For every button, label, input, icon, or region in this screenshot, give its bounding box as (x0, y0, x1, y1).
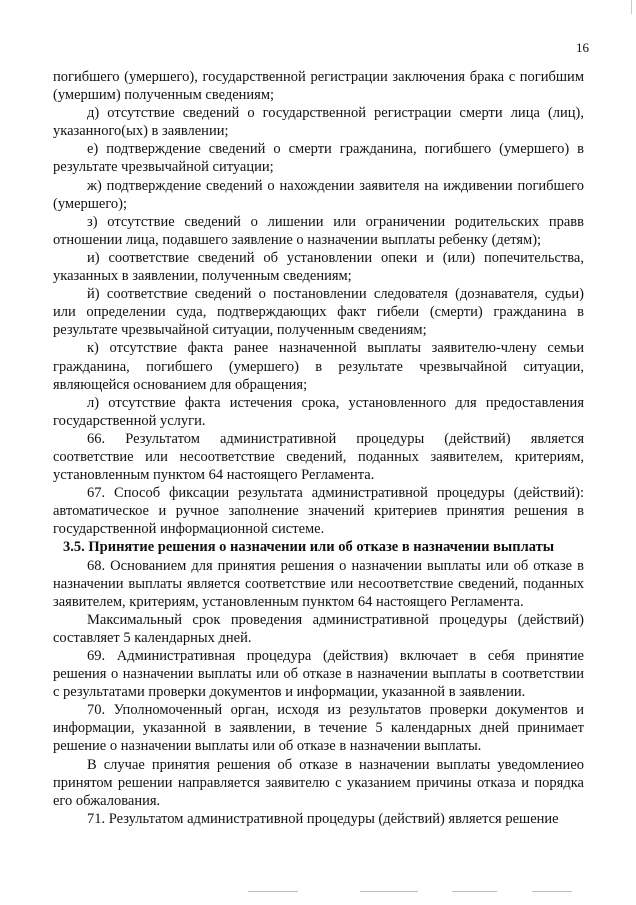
item-zh: ж) подтверждение сведений о нахождении заявителя на иждивении погибшего (умершего); (53, 177, 584, 212)
item-d: д) отсутствие сведений о государственной регистрации смерти лица (лиц), указанного(ых) в заявлении; (53, 105, 584, 140)
section-heading-3-5: 3.5. Принятие решения о назначении или об отказе в назначении выплаты (63, 539, 555, 556)
item-i: и) соответствие сведений об установлении опеки и (или) попечительства, указанных в заявлении, полученным сведениям; (53, 249, 584, 285)
item-e: е) подтверждение сведений о смерти гражданина, погибшего (умершего) в результате чрезвычайной ситуации; (53, 141, 584, 176)
paragraph-continuation: погибшего (умершего), государственной регистрации заключения брака с погибшим (умершим) полученным сведениям; (53, 69, 584, 104)
clause-68-term: Максимальный срок проведения административной процедуры (действий) составляет 5 календарных дней. (53, 611, 584, 646)
item-i-short: й) соответствие сведений о постановлении следователя (дознавателя, судьи) или определении суда, подтверждающих факт гибели (смерти) гражданина в результате чрезвычайной ситуации, полученным сведениям; (53, 286, 584, 339)
clause-70: 70. Уполномоченный орган, исходя из результатов проверки документов и информации, указанной в заявлении, в течение 5 календарных дней принимает решение о назначении выплаты или об отказе в назначении выплаты. (53, 702, 584, 755)
page-number: 16 (576, 40, 589, 55)
scan-edge-mark (631, 0, 632, 14)
clause-68: 68. Основанием для принятия решения о назначении выплаты или об отказе в назначении выплаты является соответствие или несоответствие сведений, поданных заявителем, критериям, установленным пунктом 64 настоящего Регламента. (53, 557, 584, 610)
scan-artifact-line (248, 891, 298, 892)
clause-71: 71. Результатом административной процедуры (действий) является решение (87, 810, 559, 827)
scan-artifact-line (532, 891, 572, 892)
scan-artifact-line (360, 891, 418, 892)
item-l: л) отсутствие факта истечения срока, установленного для предоставления государственной услуги. (53, 394, 584, 429)
clause-70-refusal: В случае принятия решения об отказе в назначении выплаты уведомлениео принятом решении направляется заявителю с указанием причины отказа и порядка его обжалования. (53, 756, 584, 809)
item-z: з) отсутствие сведений о лишении или ограничении родительских правв отношении лица, подавшего заявление о назначении выплаты ребенку (детям); (53, 213, 584, 248)
clause-69: 69. Административная процедура (действия) включает в себя принятие решения о назначении выплаты или об отказе в назначении выплаты в соответствии с результатами проверки документов и информации, указанной в заявлении. (53, 648, 584, 701)
scan-artifact-line (452, 891, 497, 892)
clause-66: 66. Результатом административной процедуры (действий) является соответствие или несоответствие сведений, поданных заявителем, критериям, установленным пунктом 64 настоящего Регламента. (53, 430, 584, 484)
item-k: к) отсутствие факта ранее назначенной выплаты заявителю-члену семьи гражданина, погибшего (умершего) в результате чрезвычайной ситуации, являющейся основанием для обращения; (53, 340, 584, 393)
body-text (53, 68, 584, 828)
clause-67: 67. Способ фиксации результата административной процедуры (действий): автоматическое и ручное заполнение значений критериев принятия решения в государственной информационной системе. (53, 485, 584, 538)
